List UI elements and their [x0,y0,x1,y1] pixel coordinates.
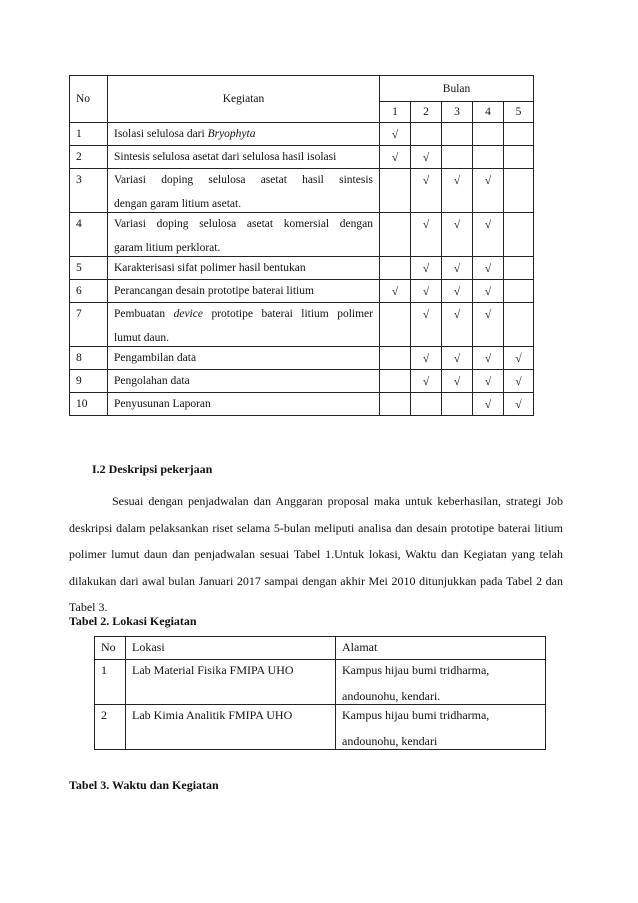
month-5-cell [504,123,534,146]
schedule-body [70,123,534,416]
month-5-cell [504,393,534,416]
month-5-cell [504,169,534,213]
activity-text: Variasi doping selulosa asetat hasil sintesis [114,174,373,186]
paragraph-text: Sesuai dengan penjadwalan dan Anggaran proposal maka untuk keberhasilan, strategi Job deskripsi dalam pelaksankan riset selama 5-bulan meliputi analisa dan desain prototipe baterai litium polimer lumut daun dan penjadwalan sesuai Tabel 1.Untuk lokasi, Waktu dan Kegiatan yang telah dilakukan dari awal bulan Januari 2017 sampai dengan akhir Mei 2010 ditunjukkan pada Tabel 2 dan Tabel 3. [69,494,563,614]
month-5-cell [504,303,534,347]
check-mark: √ [453,376,461,388]
table-row [95,660,546,705]
loc-lokasi: Lab Material Fisika FMIPA UHO [126,660,336,705]
loc-alamat [336,660,546,705]
header-month-1: 1 [380,102,411,123]
table-row [70,169,534,213]
month-3-cell [442,280,473,303]
month-3-cell [442,169,473,213]
month-5-cell [504,146,534,169]
month-1-cell [380,370,411,393]
check-mark: √ [422,152,430,164]
month-2-cell [411,257,442,280]
check-mark: √ [515,353,522,365]
check-mark: √ [484,309,492,321]
activity-cell [108,280,380,303]
activity-cell [108,347,380,370]
table-row [70,303,534,347]
month-5-cell [504,280,534,303]
month-1-cell [380,146,411,169]
section-heading: I.2 Deskripsi pekerjaan [92,462,213,476]
check-mark: √ [422,376,430,388]
month-3-cell [442,347,473,370]
row-number: 1 [70,123,108,146]
check-mark: √ [422,353,430,365]
check-mark: √ [484,286,492,298]
activity-text-line2: lumut daun. [114,332,169,344]
month-4-cell [473,347,504,370]
table-row [70,370,534,393]
check-mark: √ [391,129,399,141]
loc-no: 1 [95,660,126,705]
section-paragraph [69,488,563,621]
table-row [70,393,534,416]
alamat-line1: Kampus hijau bumi tridharma, [342,663,490,677]
activity-text: Isolasi selulosa dari [114,128,208,140]
activity-text: Pembuatan [114,308,174,320]
activity-cell [108,169,380,213]
activity-text: Penyusunan Laporan [114,398,211,410]
month-4-cell [473,257,504,280]
activity-cell [108,213,380,257]
month-1-cell [380,347,411,370]
month-5-cell [504,213,534,257]
month-2-cell [411,393,442,416]
header-month-5: 5 [504,102,534,123]
check-mark: √ [515,376,522,388]
header-no: No [70,76,108,123]
month-4-cell [473,280,504,303]
activity-cell [108,123,380,146]
alamat-line2: andounohu, kendari [342,734,438,748]
check-mark: √ [515,399,522,411]
month-3-cell [442,123,473,146]
activity-cell [108,303,380,347]
check-mark: √ [422,175,430,187]
header-month-4: 4 [473,102,504,123]
activity-text: Pengambilan data [114,352,197,364]
month-4-cell [473,370,504,393]
table-row [95,705,546,750]
month-2-cell [411,370,442,393]
month-4-cell [473,303,504,347]
check-mark: √ [422,263,430,275]
check-mark: √ [453,309,461,321]
month-5-cell [504,370,534,393]
month-4-cell [473,213,504,257]
check-mark: √ [422,219,430,231]
check-mark: √ [484,353,492,365]
row-number: 2 [70,146,108,169]
table-row [70,257,534,280]
check-mark: √ [422,309,430,321]
loc-header-no: No [95,637,126,660]
check-mark: √ [453,175,461,187]
month-4-cell [473,123,504,146]
location-table [94,636,546,750]
month-1-cell [380,393,411,416]
table-row [70,213,534,257]
loc-alamat [336,705,546,750]
month-2-cell [411,169,442,213]
month-5-cell [504,347,534,370]
check-mark: √ [422,286,430,298]
check-mark: √ [391,286,399,298]
check-mark: √ [484,263,492,275]
month-2-cell [411,280,442,303]
row-number: 5 [70,257,108,280]
month-3-cell [442,303,473,347]
activity-text: Perancangan desain prototipe baterai litium [114,285,314,297]
check-mark: √ [453,219,461,231]
check-mark: √ [484,219,492,231]
month-4-cell [473,169,504,213]
row-number: 7 [70,303,108,347]
month-1-cell [380,213,411,257]
table-row [70,280,534,303]
month-3-cell [442,213,473,257]
alamat-line1: Kampus hijau bumi tridharma, [342,708,490,722]
month-2-cell [411,213,442,257]
table2-caption: Tabel 2. Lokasi Kegiatan [69,614,197,628]
month-3-cell [442,257,473,280]
check-mark: √ [484,376,492,388]
month-3-cell [442,146,473,169]
loc-lokasi: Lab Kimia Analitik FMIPA UHO [126,705,336,750]
alamat-line2: andounohu, kendari. [342,689,441,703]
row-number: 6 [70,280,108,303]
month-5-cell [504,257,534,280]
month-2-cell [411,303,442,347]
month-1-cell [380,123,411,146]
row-number: 3 [70,169,108,213]
activity-text-cont: prototipe baterai litium polimer [202,308,373,320]
check-mark: √ [484,175,492,187]
table-row [70,347,534,370]
month-1-cell [380,280,411,303]
table-row [70,123,534,146]
activity-cell [108,257,380,280]
check-mark: √ [484,399,492,411]
row-number: 9 [70,370,108,393]
month-1-cell [380,303,411,347]
activity-text: Pengolahan data [114,375,190,387]
header-month-3: 3 [442,102,473,123]
activity-text: Sintesis selulosa asetat dari selulosa hasil isolasi [114,151,337,163]
month-4-cell [473,146,504,169]
activity-cell [108,146,380,169]
month-2-cell [411,146,442,169]
check-mark: √ [391,152,399,164]
activity-text-line2: garam litium perklorat. [114,242,221,254]
month-1-cell [380,257,411,280]
header-kegiatan: Kegiatan [108,76,380,123]
activity-italic-text: Bryophyta [207,128,256,140]
check-mark: √ [453,353,461,365]
month-3-cell [442,393,473,416]
month-1-cell [380,169,411,213]
check-mark: √ [453,286,461,298]
loc-header-alamat: Alamat [336,637,546,660]
table3-caption: Tabel 3. Waktu dan Kegiatan [69,778,219,792]
row-number: 8 [70,347,108,370]
month-2-cell [411,347,442,370]
activity-italic-text: device [173,308,203,320]
month-4-cell [473,393,504,416]
activity-text: Variasi doping selulosa asetat komersial dengan [114,218,373,230]
row-number: 10 [70,393,108,416]
activity-text-line2: dengan garam litium asetat. [114,198,242,210]
header-bulan: Bulan [380,76,534,102]
month-3-cell [442,370,473,393]
loc-header-lokasi: Lokasi [126,637,336,660]
activity-cell [108,393,380,416]
check-mark: √ [453,263,461,275]
schedule-table [69,75,534,416]
loc-no: 2 [95,705,126,750]
table-row [70,146,534,169]
activity-cell [108,370,380,393]
activity-text: Karakterisasi sifat polimer hasil bentukan [114,262,306,274]
header-month-2: 2 [411,102,442,123]
month-2-cell [411,123,442,146]
row-number: 4 [70,213,108,257]
